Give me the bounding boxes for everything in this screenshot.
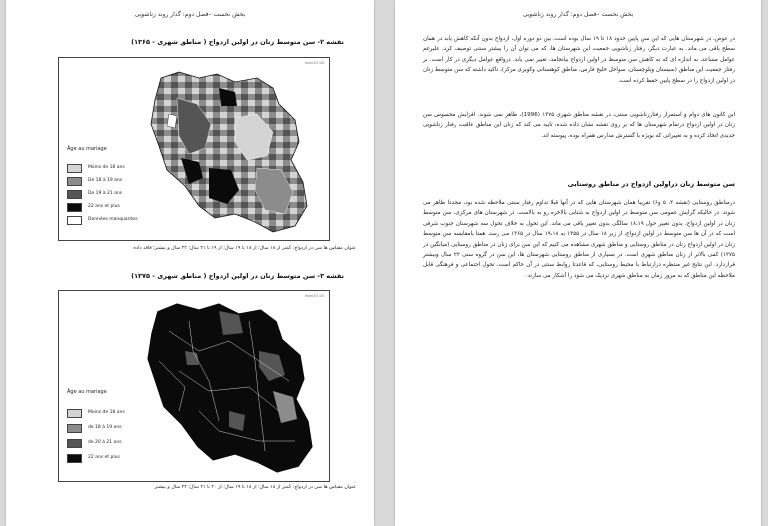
legend-label: Moins de 18 ans [88, 165, 125, 170]
legend-label: 22 ans et plus [88, 455, 120, 460]
map2-title: نقشه ۳- سن متوسط زنان در اولین ازدواج ( مناطق شهری - ۱۳۷۵) [131, 272, 344, 280]
right-page [395, 0, 761, 526]
map1-caption: عنوان مقیاس ها سن در ازدواج: کمتر از ۱۸ سال؛ از ۱۸ تا ۱۹ سال؛ از ۱۹ تا ۲۱ سال؛ ۲۲ سال و بیشتر؛ فاقد داده [133, 246, 356, 251]
legend-swatch [67, 164, 82, 173]
legend-label: Données manquantes [88, 217, 138, 222]
legend-row [67, 177, 147, 187]
map1-figure [58, 57, 330, 241]
legend-label: De 18 à 19 ans [88, 178, 123, 183]
legend-row [67, 454, 147, 464]
legend-label: de 20 à 21 ans [88, 440, 122, 445]
map1-code: Ined 07-02 [305, 61, 324, 65]
map2-caption: عنوان مقیاس ها سن در ازدواج: کمتر از ۱۸ سال؛ از ۱۸ تا ۱۹ سال؛ از ۲۰ تا ۲۱ سال؛ ۲۲ سال و بیشتر [154, 485, 356, 490]
legend-row [67, 216, 147, 226]
running-head: بخش نخست –فصل دوم: گذار روند زناشویی [522, 11, 634, 18]
legend-swatch [67, 203, 82, 212]
legend-row [67, 424, 147, 434]
legend-row [67, 439, 147, 449]
legend-swatch [67, 439, 82, 448]
map1-title: نقشه ۲- سن متوسط زنان در اولین ازدواج ( مناطق شهری - ۱۳۶۵) [131, 38, 344, 46]
legend-label: de 18 à 19 ans [88, 425, 122, 430]
legend-title: Âge au mariage [67, 389, 107, 395]
paragraph: این کانون های دوام و استمرار رفتارزناشویی سنتی، در نقشه مناطق شهری ۱۳۷۵ (1996)، ظاهر نمی شوند. افزایش محسوس سن زنان در اولین ازدواج درتمام شهرستان ها که بر روی نقشه نشان داده شده، تایید می کند که زنان این مناطق عاقبت رفتار زناشویی جدیدی اتخاذ کرده و به تغییراتی که بویژه با گسترش مدارس همراه بوده، پیوسته اند. [423, 112, 735, 139]
map2-iran-map [59, 291, 329, 481]
section-heading: سن متوسط زنان دراولین ازدواج در مناطق روستایی [567, 180, 735, 188]
legend-swatch [67, 409, 82, 418]
map2-code: Ined 07-03 [305, 294, 324, 298]
legend-swatch [67, 454, 82, 463]
legend-swatch [67, 216, 82, 225]
legend-row [67, 409, 147, 419]
legend-row [67, 164, 147, 174]
legend-title: Âge au mariage [67, 146, 107, 152]
paragraph: در عوض، در شهرستان هایی که این سن پایین حدود ۱۸ تا ۱۹ سال بوده است، بین دو دوره اول، ازدواج بدون آنکه کاهش یابد در همان سطح باقی می ماند. به عبارت دیگر، رفتار زناشویی جمعیت این شهرستان ها، که می توان آن را بیشتر سنتی توصیف کرد، علیرغم عوامل مساعد، به اندازه ای که به کاهش سن متوسط در اولین ازدواج بیانجامد، تغییر نمی یابد. درواقع عوامل دیگری در کار است. بر رفتار جمعیت این مناطق (سیستان وبلوچستان، سواحل خلیج فارس، مناطق کوهستانی وکویری مرکز)، تاکید داشته که سن متوسط زنان در اولین ازدواج را در سطح پایین حفظ کرده است. [423, 36, 735, 84]
legend-swatch [67, 190, 82, 199]
legend-label: De 19 à 21 ans [88, 191, 123, 196]
legend-label: 22 ans et plus [88, 204, 120, 209]
legend-row [67, 203, 147, 213]
legend-swatch [67, 177, 82, 186]
map2-figure [58, 290, 330, 482]
legend-label: Moins de 18 ans [88, 410, 125, 415]
left-page [6, 0, 374, 526]
legend-row [67, 190, 147, 200]
running-head: بخش نخست –فصل دوم: گذار روند زناشویی [134, 11, 246, 18]
legend-swatch [67, 424, 82, 433]
paragraph: درمناطق روستایی (نقشه ۴، ۵ و۶) تقریبا همان شهرستان هایی که در آنها قبلا تداوم رفتار سنتی ملاحظه شده بود، مجددا ظاهر می شوند. در حالیکه گرایش عمومی سن متوسط در اولین ازدواج به شتابی بالاخره رو به بالاست. در شهرستان های مرکزی، سن متوسط زنان در اولین ازدواج، بدون تغییر حول ۱۸،۱۹ سالگی بدون تغییر باقی می ماند. این تحول به خلاف تحول سه شهرستان جنوب شرقی است که در آن ها سن متوسط در اولین ازدواج، از زیر ۱۸ سال در ۱۳۵۵ به ۱۹،۱۸ سال در ۱۳۶۵ می رسد. همتا بامقایسه سن متوسط زنان در اولین ازدواج زنان در مناطق روستایی و مناطق شهری مشاهده می کنیم که این سن برای زنان در مناطق روستایی (میانگین در ۱۳۷۵) کمی بالاتر از زنان مناطق شهری است. در بسیاری از مناطق روستایی شهرستان ها، این سن در گروه سنی ۲۲ سال وبیشتر قراردارد. این نتایج غیر منتظره درارتباط با محیط روستایی، که قاعدتا روابط سنتی در آن حاکم است، تحول اجتماعی و فرهنگی قابل ملاحظه این مناطق که به مرور زمان به مناطق شهری نزدیک می شود را آشکار می سازند. [423, 200, 736, 279]
